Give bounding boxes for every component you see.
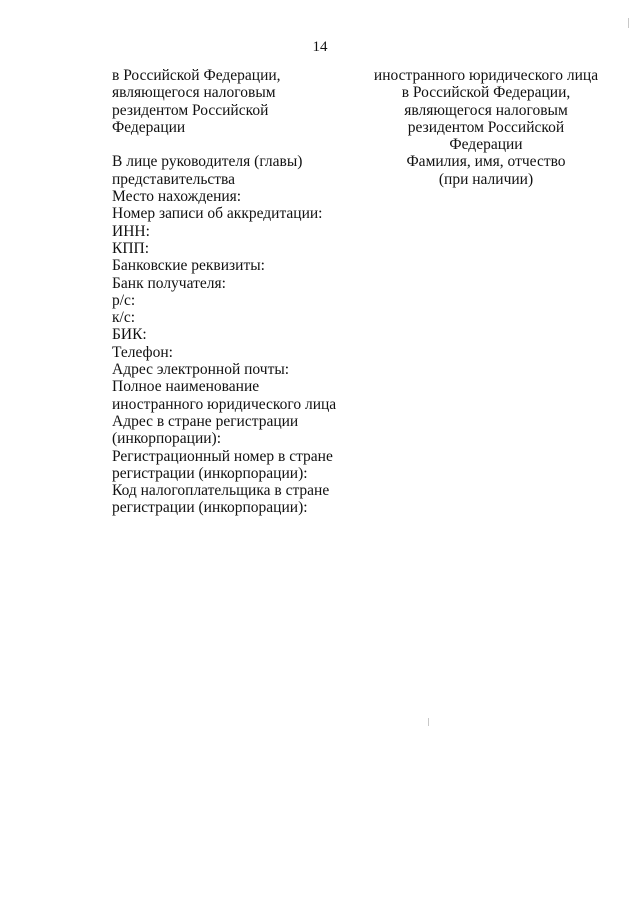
field-inn: ИНН:	[112, 222, 150, 240]
field-accreditation-number: Номер записи об аккредитации:	[112, 205, 323, 223]
field-email: Адрес электронной почты:	[112, 361, 290, 379]
field-location: Место нахождения:	[112, 188, 242, 206]
field-registration-number: Регистрационный номер в стране	[112, 447, 333, 465]
field-phone: Телефон:	[112, 343, 173, 361]
field-representative: В лице руководителя (главы)	[112, 153, 303, 171]
field-taxpayer-code-cont: регистрации (инкорпорации):	[112, 499, 308, 517]
right-line: являющегося налоговым	[404, 101, 568, 119]
field-full-name-cont: иностранного юридического лица	[112, 395, 337, 413]
field-registration-number-cont: регистрации (инкорпорации):	[112, 464, 308, 482]
signatory-name-label: Фамилия, имя, отчество	[406, 153, 566, 171]
field-representative-cont: представительства	[112, 170, 236, 188]
field-bik: БИК:	[112, 326, 147, 344]
field-full-name: Полное наименование	[112, 378, 260, 396]
left-header-line: резидентом Российской	[112, 101, 269, 119]
field-registration-address-cont: (инкорпорации):	[112, 430, 222, 448]
left-column	[112, 67, 362, 517]
right-line: Федерации	[449, 136, 523, 154]
right-line: в Российской Федерации,	[401, 84, 571, 102]
field-registration-address: Адрес в стране регистрации	[112, 412, 299, 430]
scan-artifact	[628, 18, 629, 28]
field-bank-details: Банковские реквизиты:	[112, 257, 265, 275]
left-header-line: в Российской Федерации,	[112, 67, 281, 84]
field-settlement-account: р/с:	[112, 291, 136, 309]
right-line: иностранного юридического лица	[373, 67, 599, 84]
field-correspondent-account: к/с:	[112, 309, 136, 327]
left-header-line: являющегося налоговым	[112, 84, 276, 102]
left-header-line: Федерации	[112, 118, 186, 136]
scan-artifact	[428, 718, 429, 726]
right-line: резидентом Российской	[407, 118, 565, 136]
field-recipient-bank: Банк получателя:	[112, 274, 226, 292]
field-kpp: КПП:	[112, 239, 150, 257]
signatory-name-note: (при наличии)	[438, 170, 534, 188]
paragraph-gap	[112, 136, 362, 153]
page-number: 14	[312, 39, 328, 55]
field-taxpayer-code: Код налогоплательщика в стране	[112, 482, 330, 500]
right-column	[362, 67, 610, 188]
